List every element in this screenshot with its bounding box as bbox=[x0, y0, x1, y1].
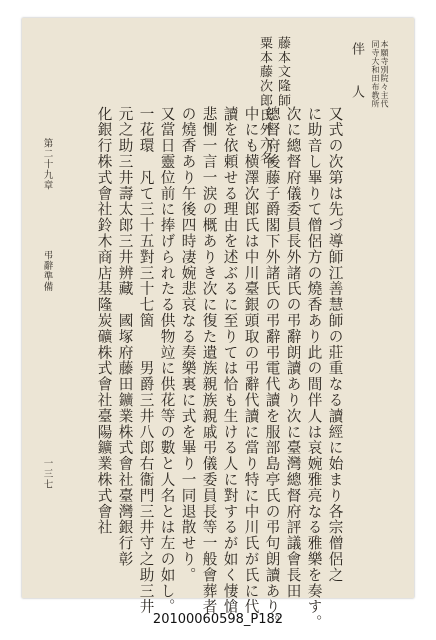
officiant-name: 伴 人 bbox=[349, 42, 364, 100]
temple-note-line-1: 本願寺別院々主代 bbox=[380, 40, 389, 108]
body-line: 化銀行株式會社鈴木商店基隆炭礦株式會社臺陽鑛業株式會社 bbox=[95, 106, 113, 536]
image-caption: 20100060598_P182 bbox=[152, 612, 284, 627]
page-number: 一三七 bbox=[41, 458, 53, 490]
officiant-name-2: 藤本文隆師 bbox=[275, 36, 290, 108]
body-line: に助音し畢りて僧侶方の燒香あり此の間伴人は哀婉雅亮なる雅樂を奏す。 bbox=[305, 106, 323, 631]
chanter-names: 粟本藤次郎氏外六名 bbox=[257, 36, 272, 166]
body-line: 又當日靈位前に捧げられたる供物竝に供花等の數と人名とは左の如し。 bbox=[158, 106, 176, 615]
temple-note-line-2: 同寺大和田布教所 bbox=[371, 40, 380, 108]
body-line: 又式の次第は先づ導師江善慧師の莊重なる讀經に始まり各宗僧侶之 bbox=[326, 106, 344, 583]
body-line: の燒香あり午後四時凄婉悲哀なる奏樂裏に式を畢り一同退散せり。 bbox=[179, 106, 197, 583]
body-line: 總督府後藤子爵閣下外諸氏の弔辭弔電代讀を服部島亭氏の弔句朗讀あり。 bbox=[263, 106, 281, 631]
body-line: 一花環 凡て三十五對三十七箇 男爵三井八郎右衞門三井守之助三井 bbox=[137, 106, 155, 615]
body-line: 中にも横澤次郎氏は中川臺銀頭取の弔辭代讀に當り特に中川氏が氏に代 bbox=[242, 106, 260, 615]
chapter-label: 第二十九章 bbox=[41, 138, 53, 191]
body-line: 次に總督府儀委員長外諸氏の弔辭朗讀あり次に臺灣總督府評議會長田 bbox=[284, 106, 302, 599]
body-line: 元之助三井壽太郎三井辨藏 國塚府藤田鑛業株式會社臺灣銀行彰 bbox=[116, 106, 134, 568]
section-label: 弔辭準備 bbox=[41, 250, 53, 292]
body-line: 讀を依頼せる理由を述ぶるに至りては恰も生ける人に對するが如く悽愴 bbox=[221, 106, 239, 615]
body-line: 悲惻一言一涙の概ありき次に復た遺族親族親戚弔儀委員長等一般會葬者 bbox=[200, 106, 218, 615]
